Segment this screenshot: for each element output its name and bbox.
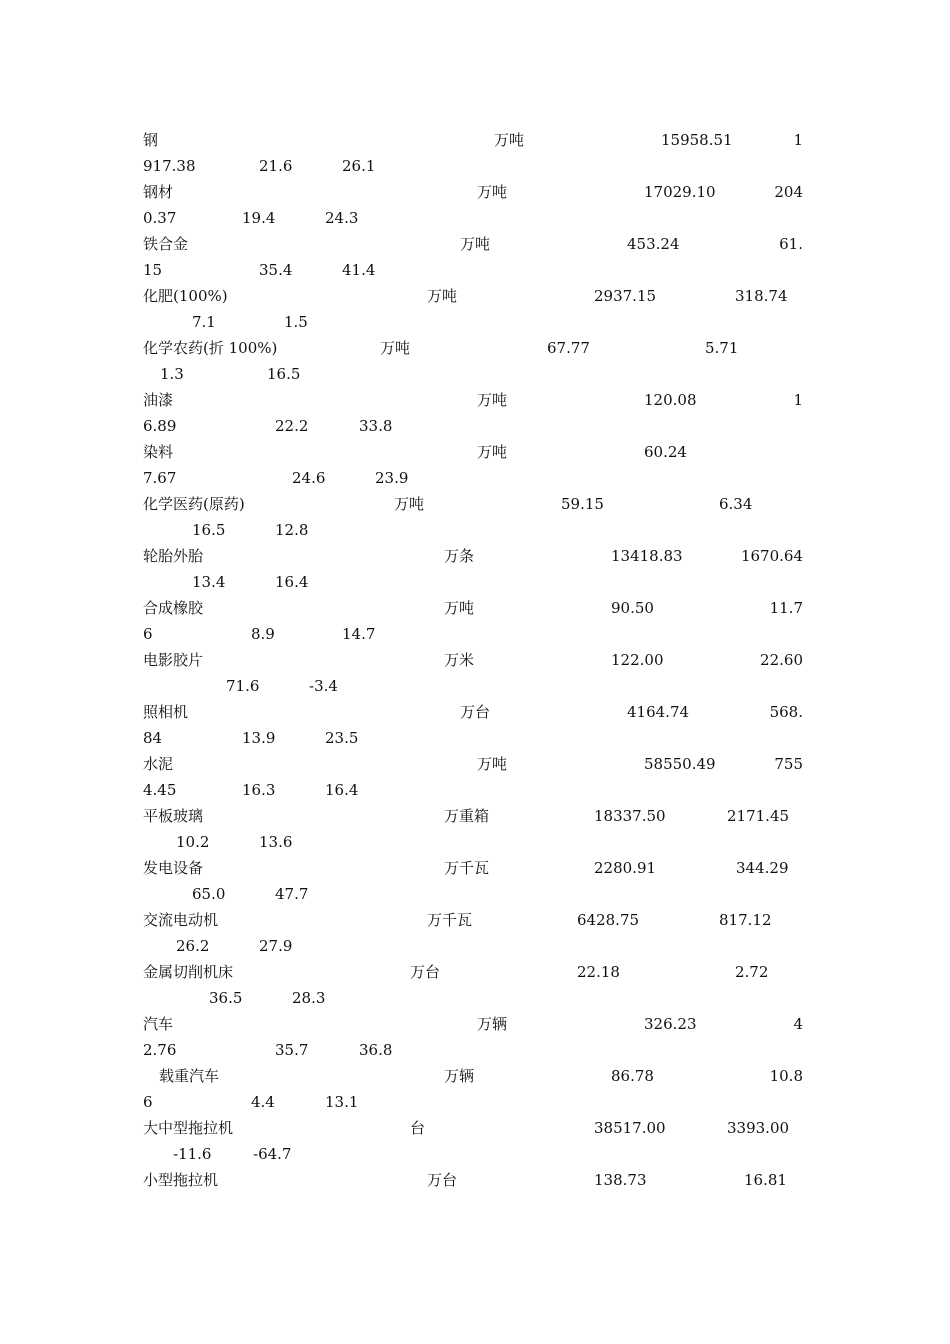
continuation-line — [143, 361, 803, 387]
cell: 28.3 — [292, 989, 326, 1007]
product-name: 交流电动机 — [143, 911, 219, 929]
cell: 4.45 — [143, 781, 177, 799]
cell: 12.8 — [275, 521, 309, 539]
cell: 13.6 — [259, 833, 293, 851]
product-name: 大中型拖拉机 — [143, 1119, 234, 1137]
cell: 6.89 — [143, 417, 177, 435]
cell: 26.2 — [176, 937, 210, 955]
statistics-text-block — [143, 127, 803, 1193]
product-name: 钢材 — [143, 183, 174, 201]
cell: 35.4 — [259, 261, 293, 279]
output-value: 2280.91 — [594, 859, 657, 877]
output-value: 17029.10 — [644, 183, 716, 201]
continuation-line — [143, 725, 803, 751]
row-line — [143, 699, 803, 725]
unit: 万吨 — [477, 183, 508, 201]
cell: 19.4 — [242, 209, 276, 227]
cell: 71.6 — [226, 677, 260, 695]
output-value: 4164.74 — [627, 703, 690, 721]
row-line — [143, 647, 803, 673]
wrapped-value: 755 — [774, 755, 803, 773]
cell: 24.3 — [325, 209, 359, 227]
continuation-line — [143, 465, 803, 491]
unit: 万重箱 — [444, 807, 490, 825]
continuation-line — [143, 829, 803, 855]
product-name: 合成橡胶 — [143, 599, 204, 617]
cell: 1.3 — [160, 365, 184, 383]
cell: 16.4 — [275, 573, 309, 591]
cell: 7.67 — [143, 469, 177, 487]
cell: 84 — [143, 729, 163, 747]
wrapped-value: 1 — [793, 131, 803, 149]
output-value: 15958.51 — [661, 131, 733, 149]
wrapped-value: 2171.45 — [727, 807, 790, 825]
product-name: 化肥(100%) — [143, 287, 228, 305]
unit: 万米 — [444, 651, 475, 669]
cell: 16.5 — [267, 365, 301, 383]
unit: 万吨 — [380, 339, 411, 357]
continuation-line — [143, 621, 803, 647]
output-value: 67.77 — [547, 339, 590, 357]
cell: 8.9 — [251, 625, 275, 643]
output-value: 58550.49 — [644, 755, 716, 773]
wrapped-value: 10.8 — [769, 1067, 803, 1085]
product-name: 铁合金 — [143, 235, 189, 253]
wrapped-value: 204 — [774, 183, 803, 201]
output-value: 6428.75 — [577, 911, 640, 929]
cell: 15 — [143, 261, 163, 279]
cell: 65.0 — [192, 885, 226, 903]
wrapped-value: 16.81 — [744, 1171, 787, 1189]
unit: 万辆 — [444, 1067, 475, 1085]
continuation-line — [143, 257, 803, 283]
continuation-line — [143, 413, 803, 439]
continuation-line — [143, 309, 803, 335]
continuation-line — [143, 673, 803, 699]
output-value: 18337.50 — [594, 807, 666, 825]
row-line — [143, 1063, 803, 1089]
cell: 917.38 — [143, 157, 196, 175]
output-value: 122.00 — [611, 651, 664, 669]
wrapped-value: 4 — [793, 1015, 803, 1033]
row-line — [143, 1115, 803, 1141]
output-value: 38517.00 — [594, 1119, 666, 1137]
unit: 万台 — [427, 1171, 458, 1189]
cell: 26.1 — [342, 157, 376, 175]
cell: 24.6 — [292, 469, 326, 487]
product-name: 化学农药(折 100%) — [143, 339, 278, 357]
cell: 21.6 — [259, 157, 293, 175]
row-line — [143, 491, 803, 517]
product-name: 汽车 — [143, 1015, 174, 1033]
continuation-line — [143, 1089, 803, 1115]
wrapped-value: 6.34 — [719, 495, 753, 513]
wrapped-value: 22.60 — [760, 651, 803, 669]
product-name: 小型拖拉机 — [143, 1171, 219, 1189]
unit: 台 — [410, 1119, 426, 1137]
unit: 万吨 — [494, 131, 525, 149]
unit: 万吨 — [477, 391, 508, 409]
cell: 27.9 — [259, 937, 293, 955]
cell: 1.5 — [284, 313, 308, 331]
product-name: 平板玻璃 — [143, 807, 204, 825]
product-name: 发电设备 — [143, 859, 204, 877]
output-value: 90.50 — [611, 599, 654, 617]
row-line — [143, 1167, 803, 1193]
output-value: 138.73 — [594, 1171, 647, 1189]
output-value: 86.78 — [611, 1067, 654, 1085]
wrapped-value: 1 — [793, 391, 803, 409]
output-value: 453.24 — [627, 235, 680, 253]
row-line — [143, 751, 803, 777]
continuation-line — [143, 933, 803, 959]
unit: 万吨 — [427, 287, 458, 305]
wrapped-value: 61. — [779, 235, 803, 253]
cell: 16.4 — [325, 781, 359, 799]
cell: 36.5 — [209, 989, 243, 1007]
row-line — [143, 387, 803, 413]
cell: 14.7 — [342, 625, 376, 643]
wrapped-value: 2.72 — [735, 963, 769, 981]
wrapped-value: 817.12 — [719, 911, 772, 929]
wrapped-value: 1670.64 — [740, 547, 803, 565]
unit: 万台 — [410, 963, 441, 981]
cell: 2.76 — [143, 1041, 177, 1059]
wrapped-value: 568. — [769, 703, 803, 721]
cell: 23.5 — [325, 729, 359, 747]
continuation-line — [143, 881, 803, 907]
continuation-line — [143, 777, 803, 803]
cell: 4.4 — [251, 1093, 275, 1111]
row-line — [143, 803, 803, 829]
wrapped-value: 3393.00 — [727, 1119, 790, 1137]
cell: 7.1 — [192, 313, 216, 331]
unit: 万台 — [460, 703, 491, 721]
row-line — [143, 1011, 803, 1037]
row-line — [143, 595, 803, 621]
unit: 万千瓦 — [427, 911, 473, 929]
unit: 万吨 — [394, 495, 425, 513]
output-value: 326.23 — [644, 1015, 697, 1033]
cell: 23.9 — [375, 469, 409, 487]
row-line — [143, 439, 803, 465]
product-name: 金属切削机床 — [143, 963, 234, 981]
row-line — [143, 543, 803, 569]
cell: 22.2 — [275, 417, 309, 435]
output-value: 120.08 — [644, 391, 697, 409]
cell: 0.37 — [143, 209, 177, 227]
output-value: 2937.15 — [594, 287, 657, 305]
unit: 万千瓦 — [444, 859, 490, 877]
cell: 6 — [143, 625, 153, 643]
product-name: 油漆 — [143, 391, 174, 409]
cell: 33.8 — [359, 417, 393, 435]
wrapped-value: 11.7 — [769, 599, 803, 617]
continuation-line — [143, 569, 803, 595]
cell: 10.2 — [176, 833, 210, 851]
cell: -64.7 — [253, 1145, 292, 1163]
cell: 35.7 — [275, 1041, 309, 1059]
cell: 41.4 — [342, 261, 376, 279]
unit: 万吨 — [477, 443, 508, 461]
cell: 13.9 — [242, 729, 276, 747]
unit: 万条 — [444, 547, 475, 565]
row-line — [143, 335, 803, 361]
unit: 万吨 — [444, 599, 475, 617]
row-line — [143, 283, 803, 309]
output-value: 60.24 — [644, 443, 687, 461]
row-line — [143, 855, 803, 881]
row-line — [143, 179, 803, 205]
continuation-line — [143, 517, 803, 543]
cell: -11.6 — [173, 1145, 212, 1163]
cell: 16.3 — [242, 781, 276, 799]
continuation-line — [143, 205, 803, 231]
cell: 13.4 — [192, 573, 226, 591]
output-value: 13418.83 — [611, 547, 683, 565]
product-name: 化学医药(原药) — [143, 495, 245, 513]
cell: -3.4 — [309, 677, 338, 695]
continuation-line — [143, 1141, 803, 1167]
row-line — [143, 231, 803, 257]
output-value: 22.18 — [577, 963, 620, 981]
product-name: 电影胶片 — [143, 651, 204, 669]
cell: 47.7 — [275, 885, 309, 903]
continuation-line — [143, 985, 803, 1011]
cell: 6 — [143, 1093, 153, 1111]
row-line — [143, 907, 803, 933]
wrapped-value: 318.74 — [735, 287, 788, 305]
continuation-line — [143, 1037, 803, 1063]
product-name: 染料 — [143, 443, 174, 461]
product-name: 水泥 — [143, 755, 174, 773]
cell: 36.8 — [359, 1041, 393, 1059]
unit: 万吨 — [460, 235, 491, 253]
product-name: 钢 — [143, 131, 159, 149]
row-line — [143, 959, 803, 985]
unit: 万吨 — [477, 755, 508, 773]
row-line — [143, 127, 803, 153]
product-name: 轮胎外胎 — [143, 547, 204, 565]
wrapped-value: 5.71 — [705, 339, 739, 357]
cell: 13.1 — [325, 1093, 359, 1111]
output-value: 59.15 — [561, 495, 604, 513]
wrapped-value: 344.29 — [736, 859, 789, 877]
product-name: 载重汽车 — [159, 1067, 220, 1085]
cell: 16.5 — [192, 521, 226, 539]
continuation-line — [143, 153, 803, 179]
unit: 万辆 — [477, 1015, 508, 1033]
product-name: 照相机 — [143, 703, 189, 721]
